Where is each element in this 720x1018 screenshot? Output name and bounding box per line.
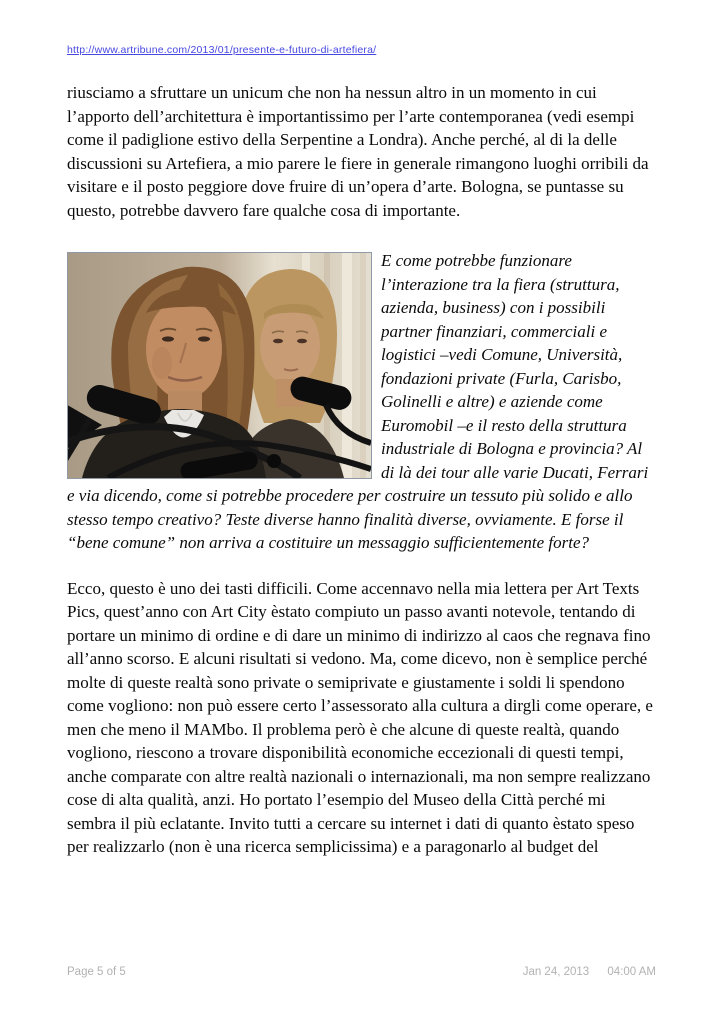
footer-datetime [523,966,656,978]
question-section [67,249,655,555]
article-photo [67,252,372,479]
footer-time: 04:00 AM [607,966,656,978]
answer-paragraph: Ecco, questo è uno dei tasti difficili. Come accennavo nella mia lettera per Art Texts Pics, quest’anno con Art City èstato compiuto un passo avanti notevole, tentando di portare un minimo di ordine e di dare un minimo di indirizzo al caos che regnava fino all’anno scorso. E alcuni risultati si vedono. Ma, come dicevo, non è semplice perché molte di queste realtà sono private o semiprivate e giustamente i soldi li spendono come vogliono: non può essere certo l’assessorato alla cultura a dirgli come operare, e men che meno il MAMbo. Il problema però è che alcune di queste realtà, quando vogliono, riescono a trovare disponibilità economiche eccezionali di questi tempi, anche comparate con altre realtà nazionali o internazionali, ma non sempre realizzano cose di alta qualità, anzi. Ho portato l’esempio del Museo della Città perché mi sembra il più eclatante. Invito tutti a cercare su internet i dati di quanto èstato speso per realizzarlo (non è una ricerca semplicissima) e a paragonarlo al budget del [67,578,653,856]
footer-page-number: Page 5 of 5 [67,966,126,978]
intro-paragraph: riusciamo a sfruttare un unicum che non ha nessun altro in un momento in cui l’apporto dell’architettura è importantissimo per l’arte contemporanea (vedi esempi come il padiglione estivo della Serpentine a Londra). Anche perché, al di la delle discussioni su Artefiera, a mio parere le fiere in generale rimangono luoghi orribili da visitare e il posto peggiore dove fruire di un’opera d’arte. Bologna, se puntasse su questo, potrebbe davvero fare qualche cosa di importante. [67,83,649,220]
footer-date: Jan 24, 2013 [522,966,590,978]
press-conference-photo [68,253,371,478]
source-url-link[interactable]: http://www.artribune.com/2013/01/presente-e-futuro-di-artefiera/ [67,44,377,56]
question-paragraph: E come potrebbe funzionare l’interazione tra la fiera (struttura, azienda, business) con i possibili partner finanziari, commerciali e logistici –vedi Comune, Università, fondazioni private (Furla, Carisbo, Golinelli e altre) e aziende come Euromobil –e il resto della struttura industriale di Bologna e provincia? Al di là dei tour alle varie Ducati, Ferrari e via dicendo, come si potrebbe procedere per costruire un tessuto più solido e allo stesso tempo creativo? Teste diverse hanno finalità diverse, ovviamente. E forse il “bene comune” non arriva a costituire un messaggio sufficientemente forte? [67,251,649,552]
page-footer [67,966,656,978]
